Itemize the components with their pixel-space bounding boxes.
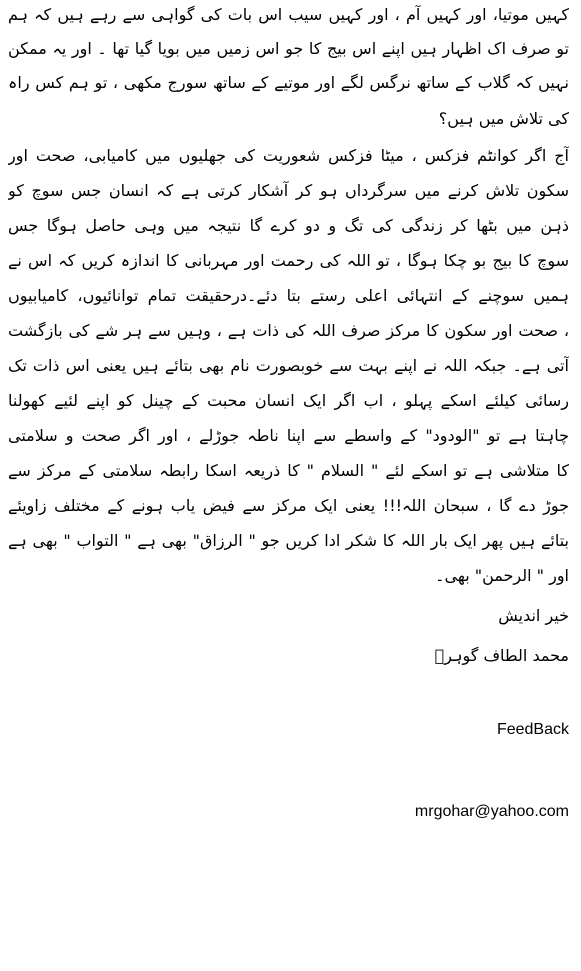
author-name: محمد الطاف گوہرؔ	[434, 646, 569, 665]
paragraph-line-10: ، صحت اور سکون کا مرکز صرف اللہ کی ذات ہے ، وہیں سے ہر شے کی بازگشت	[8, 321, 569, 340]
paragraph-line-2: تو صرف اک اظہار ہیں اپنے اس بیج کا جو اس زمیں میں بویا گیا تھا ۔ اور یہ ممکن	[8, 39, 569, 58]
paragraph-line-1: کہیں موتیا، اور کہیں آم ، اور کہیں سیب اس بات کی گواہی سے رہے ہیں کہ ہم	[8, 5, 569, 24]
paragraph-line-9: ہمیں سوچنے کے انتہائی اعلی رستے بتا دئے۔درحقیقت تمام توانائیوں، کامیابیوں	[8, 286, 569, 305]
paragraph-line-6: سکون تلاش کرنے میں سرگرداں ہو کر آشکار کرتی ہے کہ انسان جس سوچ کو	[8, 181, 569, 200]
paragraph-line-8: سوچ کا بیج بو چکا ہوگا ، تو اللہ کی رحمت اور مہربانی کا اندازہ کریں کہ اس نے	[8, 251, 569, 270]
paragraph-line-5: آج اگر کوانٹم فزکس ، میٹا فزکس شعوریت کی جھلیوں میں کامیابی، صحت اور	[8, 146, 569, 165]
paragraph-line-17: اور " الرحمن" بھی۔	[435, 566, 569, 585]
paragraph-line-4: کی تلاش میں ہیں؟	[438, 109, 569, 128]
paragraph-line-13: چاہتا ہے تو "الودود" کے واسطے سے اپنا ناطہ جوڑلے ، اور اگر صحت و سلامتی	[8, 426, 569, 445]
paragraph-line-16: بتائے ہیں پھر ایک بار اللہ کا شکر ادا کریں جو " الرزاق" بھی ہے " التواب " بھی ہے	[8, 531, 569, 550]
paragraph-line-12: رسائی کیلئے اسکے پہلو ، اب اگر ایک انسان محبت کے چینل کو اپنے لئیے کھولنا	[8, 391, 569, 410]
feedback-label: FeedBack	[496, 721, 569, 738]
email-address: mrgohar@yahoo.com	[414, 803, 569, 820]
paragraph-line-15: جوڑ دے گا ، سبحان اللہ!!! یعنی ایک مرکز سے فیض یاب ہونے کے مختلف زاویئے	[8, 496, 569, 515]
paragraph-line-11: آتی ہے۔ جبکہ اللہ نے اپنے بہت سے خوبصورت نام بھی بتائے ہیں یعنی اس ذات تک	[8, 356, 569, 375]
paragraph-line-3: نہیں کہ گلاب کے ساتھ نرگس لگے اور موتیے کے ساتھ سورج مکھی ، تو ہم کس راہ	[8, 73, 569, 92]
paragraph-line-14: کا متلاشی ہے تو اسکے لئے " السلام " کا ذریعہ اسکا رابطہ سلامتی کے مرکز سے	[8, 461, 569, 480]
paragraph-line-7: ذہن میں بٹھا کر زندگی کی تگ و دو کرے گا نتیجہ میں وہی حاصل ہوگا جس	[8, 216, 569, 235]
closing-salutation: خیر اندیش	[498, 606, 569, 625]
